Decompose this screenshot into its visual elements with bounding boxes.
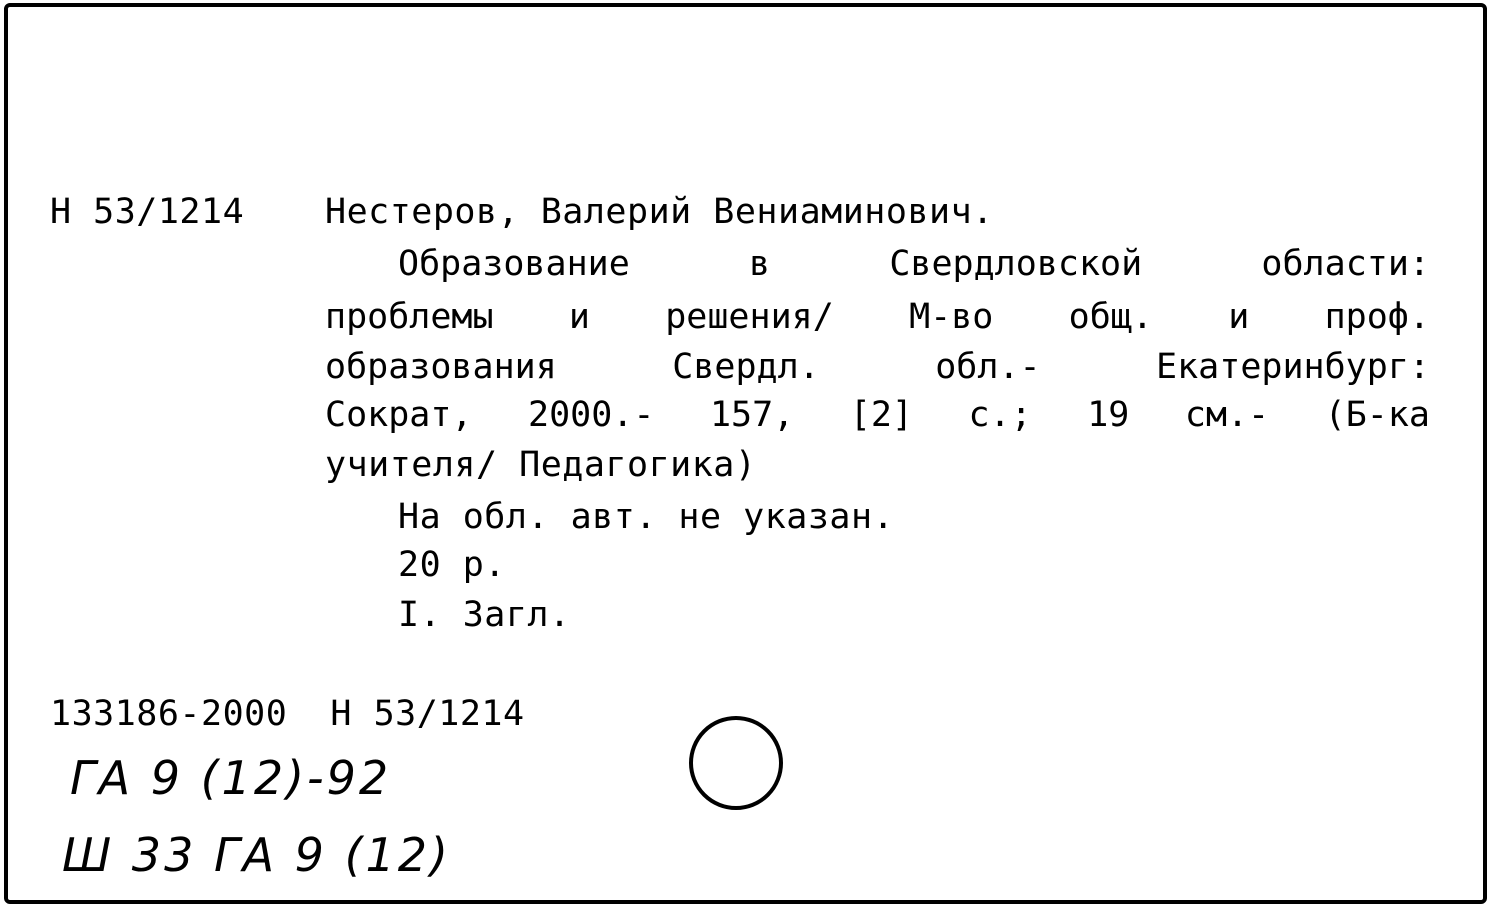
description-word: М-во — [909, 297, 994, 337]
description-line-2 — [325, 297, 1430, 337]
description-word: и — [568, 297, 590, 337]
description-word: обл.- — [935, 347, 1041, 387]
description-word: 157, — [709, 395, 795, 435]
description-word: (Б-ка — [1324, 395, 1430, 435]
description-word: 2000.- — [528, 395, 655, 435]
description-line-4 — [325, 395, 1430, 435]
description-word: образования — [325, 347, 557, 387]
description-word: Образование — [398, 244, 630, 284]
description-word: общ. — [1068, 297, 1153, 337]
note-price: 20 р. — [398, 545, 506, 585]
description-word: [2] — [849, 395, 913, 435]
description-word: Сократ, — [325, 395, 473, 435]
author-heading: Нестеров, Валерий Вениаминович. — [325, 192, 994, 232]
description-word: проблемы — [325, 297, 494, 337]
description-word: в — [749, 244, 771, 284]
registration-number: 133186-2000 Н 53/1214 — [50, 694, 525, 734]
description-word: Свердл. — [672, 347, 820, 387]
description-word: Екатеринбург: — [1156, 347, 1430, 387]
description-word: проф. — [1324, 297, 1430, 337]
shelfmark: Н 53/1214 — [50, 192, 245, 232]
description-word: 19 — [1087, 395, 1130, 435]
description-word: см.- — [1184, 395, 1270, 435]
description-word: решения/ — [665, 297, 834, 337]
description-word: области: — [1261, 244, 1430, 284]
description-word: и — [1228, 297, 1250, 337]
handwritten-classification-2: Ш 33 ГА 9 (12) — [62, 828, 451, 882]
description-word: с.; — [968, 395, 1032, 435]
handwritten-classification-1: ГА 9 (12)-92 — [70, 751, 392, 805]
description-line-3 — [325, 347, 1430, 387]
note-author-missing: На обл. авт. не указан. — [398, 497, 895, 537]
description-line-5: учителя/ Педагогика) — [325, 445, 757, 485]
note-title-entry: I. Загл. — [398, 595, 571, 635]
description-line-1 — [398, 244, 1430, 284]
description-word: Свердловской — [889, 244, 1143, 284]
circle-stamp — [686, 713, 786, 813]
